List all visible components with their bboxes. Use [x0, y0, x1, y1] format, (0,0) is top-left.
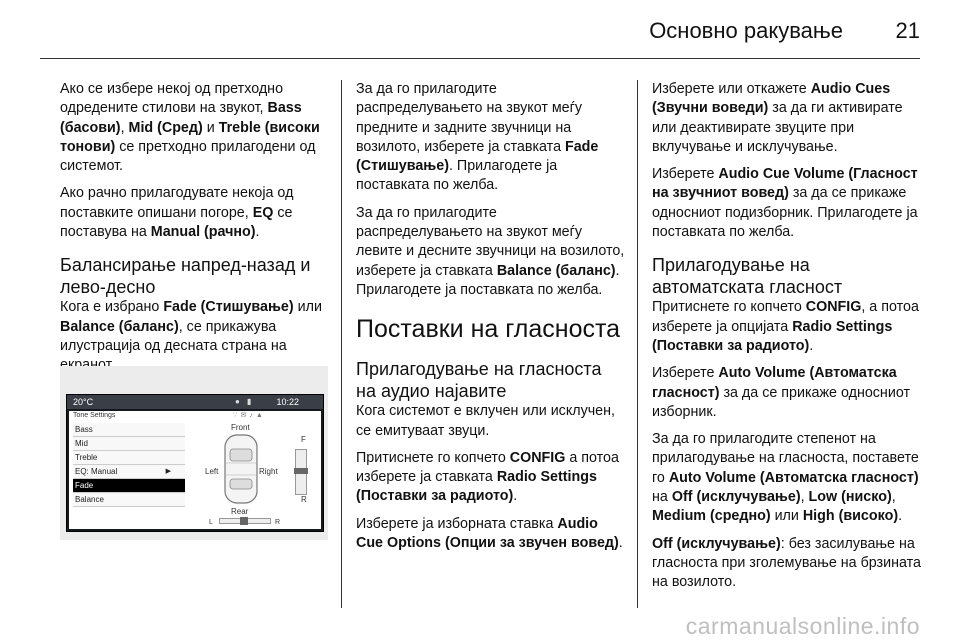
paragraph-select-auto-volume: Изберете Auto Volume (Автоматска гласност) за да се прикаже односниот изборник.: [652, 365, 911, 420]
signal-icon: ∵: [233, 412, 241, 419]
heading-auto-volume: Прилагодување на автоматската гласност: [652, 255, 843, 298]
paragraph-manual-eq: Ако рачно прилагодувате некоја од поставките опишани погоре, EQ се поставува на Manual (рачно).: [60, 185, 294, 241]
heading-volume-settings: Поставки на гласноста: [356, 315, 621, 344]
message-icon: ✉: [240, 412, 250, 419]
header-rule: [40, 58, 920, 59]
temperature: 20°C: [73, 397, 94, 407]
clock: 10:22: [276, 397, 299, 407]
watermark: carmanualsonline.info: [685, 613, 920, 639]
bell-icon: ♪: [249, 412, 256, 419]
paragraph-press-config: Притиснете го копчето CONFIG а потоа изберете ја ставката Radio Settings (Поставки за радиото).: [356, 449, 619, 505]
paragraph-fade-adjust: За да го прилагодите распределувањето на звукот меѓу предните и задните звучници на возилото, изберете ја ставката Fade (Стишување). Прилагодете ја поставката по желба.: [356, 81, 599, 194]
paragraph-system-sounds: Кога системот е вклучен или исклучен, се емитуваат звуци.: [356, 403, 615, 439]
label-front: Front: [231, 423, 250, 432]
fade-slider[interactable]: [295, 449, 307, 495]
page-number: 21: [895, 18, 920, 43]
paragraph-auto-config: Притиснете го копчето CONFIG, а потоа изберете ја опцијата Radio Settings (Поставки за радиото).: [652, 299, 919, 354]
tone-settings-panel: [69, 411, 321, 529]
balance-slider-handle[interactable]: [240, 517, 248, 525]
bluetooth-icon: ●: [235, 397, 240, 406]
column-divider-1: [341, 80, 342, 608]
column-divider-2: [637, 80, 638, 608]
fade-slider-handle[interactable]: [294, 468, 308, 474]
column-2: [356, 80, 626, 561]
car-top-view-icon: [219, 433, 263, 505]
column-3: [652, 80, 924, 601]
paragraph-fade-balance: Кога е избрано Fade (Стишување) или Balance (баланс), се прикажува илустрација од десната страна на: [60, 299, 322, 354]
menu-item-bass[interactable]: Bass: [73, 423, 185, 437]
label-r-side: R: [301, 495, 307, 504]
paragraph-sound-styles: Ако се избере некој од претходно одредените стилови на звукот, Bass (басови), Mid (Сред) и Treble (високи тонови) се претходно прилагодени од системот.: [60, 81, 320, 175]
menu-item-fade[interactable]: Fade: [73, 479, 185, 493]
heading-audio-cues: Прилагодување на гласноста на аудио најавите: [356, 359, 602, 402]
paragraph-off-description: Off (исклучување): без засилување на гласноста при зголемување на брзината на возилото.: [652, 535, 921, 591]
balance-slider[interactable]: [219, 518, 271, 524]
menu-item-balance[interactable]: Balance: [73, 493, 185, 507]
status-icons: [233, 411, 266, 419]
label-left: Left: [205, 467, 219, 476]
phone-icon: ▮: [247, 397, 252, 406]
paragraph-audio-cue-volume: Изберете Audio Cue Volume (Гласност на звучниот вовед) за да се прикаже односниот подизборник. Прилагодете ја поставката по желба.: [652, 166, 918, 241]
display-screen: [66, 394, 324, 532]
page-header: [0, 0, 960, 64]
volume-icon: ▲: [255, 412, 266, 419]
label-rear: Rear: [231, 507, 249, 516]
tone-settings-figure: [60, 366, 328, 540]
menu-item-mid[interactable]: Mid: [73, 437, 185, 451]
panel-title: Tone Settings: [73, 412, 116, 419]
paragraph-auto-levels: За да го прилагодите степенот на прилагодување на гласноста, поставете го Auto Volume (Автоматска гласност) на Off (исклучување), Low (ниско), Medium (средно) или High (високо).: [652, 431, 919, 525]
label-f: F: [301, 435, 306, 444]
heading-balance: Балансирање напред-назад и лево-десно: [60, 255, 311, 298]
label-l: L: [209, 519, 213, 526]
paragraph-balance-adjust: За да го прилагодите распределувањето на звукот меѓу левите и десните звучници на возилото, изберете ја ставката Balance (баланс). Прилагодете ја поставката по желба.: [356, 204, 625, 298]
paragraph-audio-cues: Изберете или откажете Audio Cues (Звучни воведи) за да ги активирате или деактивирате звуците при вклучување и исклучување.: [652, 81, 903, 155]
menu-item-treble[interactable]: Treble: [73, 451, 185, 465]
page-title: Основно ракување: [649, 18, 843, 43]
paragraph-audio-cue-options: Изберете ја изборната ставка Audio Cue Options (Опции за звучен вовед).: [356, 515, 623, 552]
label-right: Right: [259, 467, 278, 476]
column-1: [60, 80, 328, 384]
triangle-right-icon: ▶: [165, 468, 171, 475]
tone-menu: [73, 423, 185, 507]
status-bar: [67, 395, 323, 409]
menu-item-eq[interactable]: EQ: Manual ▶: [73, 465, 185, 479]
label-r-bottom: R: [275, 519, 281, 526]
